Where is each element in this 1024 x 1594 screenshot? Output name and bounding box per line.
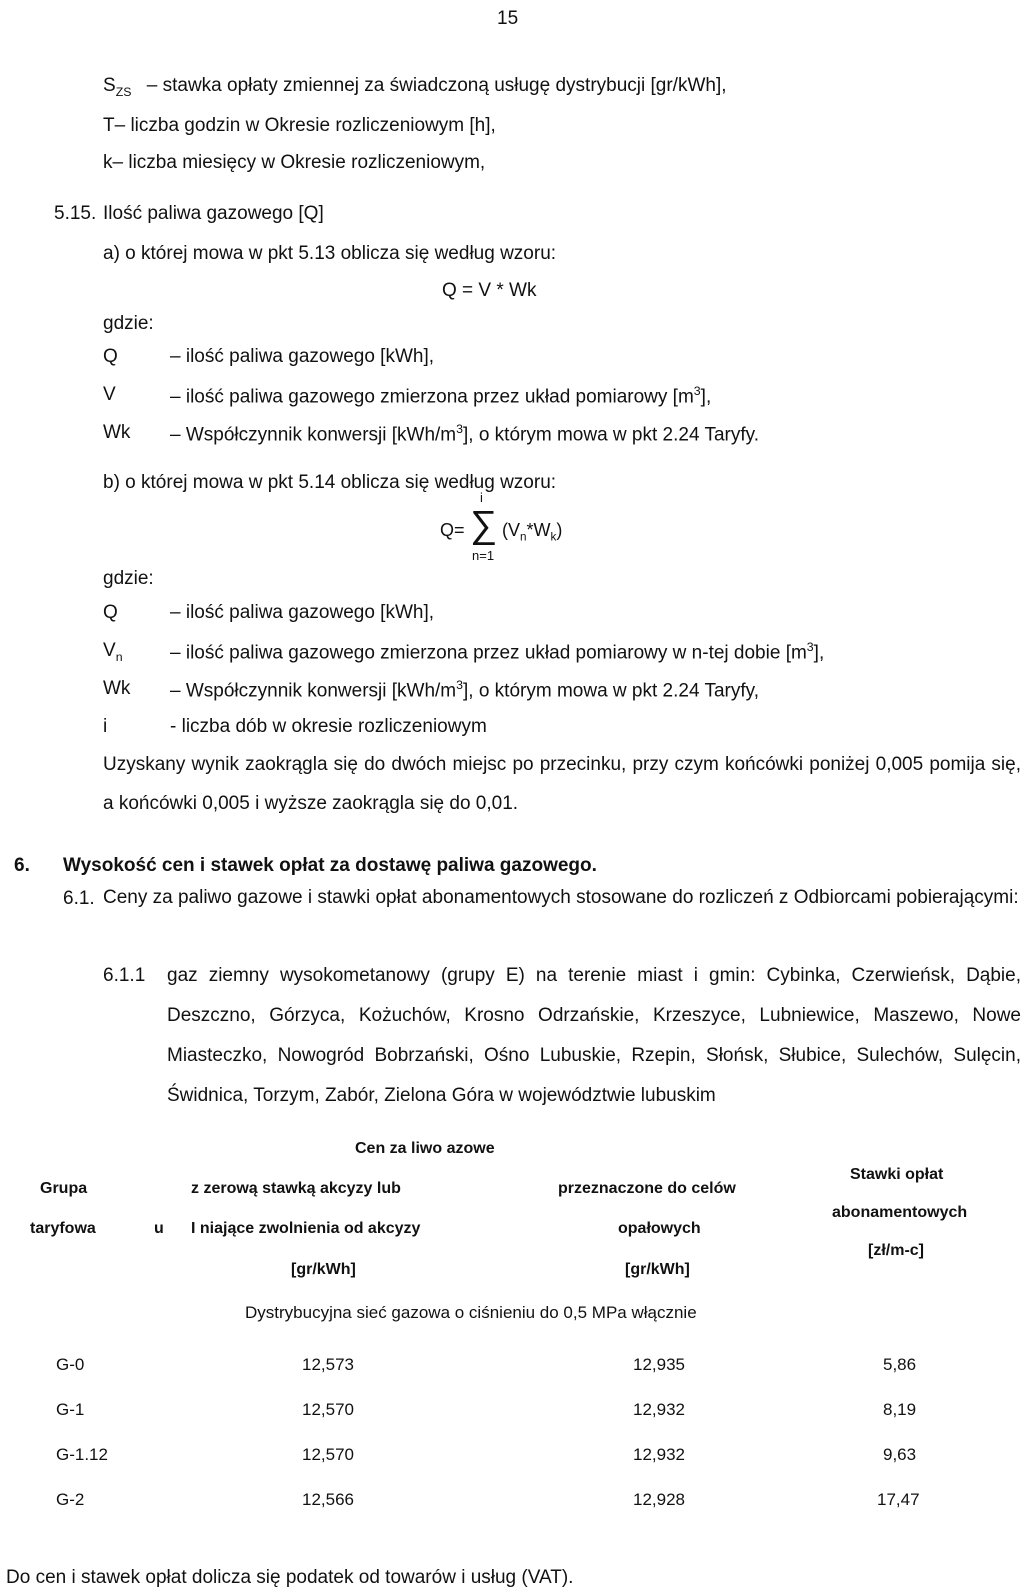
def-b-symbol: Q: [103, 602, 118, 623]
def-symbol: k: [103, 152, 113, 173]
def-b-desc: [170, 640, 824, 664]
gdzie-b: gdzie:: [103, 568, 154, 589]
section-6-title: Wysokość cen i stawek opłat za dostawę paliwa gazowego.: [63, 855, 597, 876]
cell-group: G-0: [56, 1355, 85, 1374]
def-b-tail: ], o którym mowa w pkt 2.24 Taryfy,: [463, 680, 760, 702]
cell-group: G-2: [56, 1490, 85, 1509]
section-6-1-text: Ceny za paliwo gazowe i stawki opłat abonamentowych stosowane do rozliczeń z Odbiorcami pobierającymi:: [103, 887, 1019, 908]
sum-body-mid: *W: [526, 520, 551, 540]
def-a-sup: 3: [456, 422, 463, 436]
cell-fee: 5,86: [883, 1355, 917, 1374]
col-header-heating-unit: [gr/kWh]: [625, 1261, 690, 1278]
cell-fee: 9,63: [883, 1445, 917, 1464]
def-symbol: S: [103, 75, 116, 96]
def-b-sym: V: [103, 640, 116, 661]
col-header-excise: I niające zwolnienia od akcyzy: [191, 1220, 421, 1237]
section-5-15-number: 5.15.: [54, 203, 97, 224]
def-b-sup: 3: [806, 640, 814, 654]
formula-b-lhs: Q=: [440, 520, 465, 540]
col-header-excise: z zerową stawką akcyzy lub: [191, 1180, 401, 1197]
section-6-number: 6.: [14, 855, 30, 876]
def-a-desc: – ilość paliwa gazowego [kWh],: [170, 346, 435, 367]
sum-body-open: (V: [502, 520, 520, 540]
def-a-text: – Współczynnik konwersji [kWh/m: [170, 424, 457, 446]
def-a-desc: [170, 384, 711, 408]
section-6-1-1-text: gaz ziemny wysokometanowy (grupy E) na terenie miast i gmin: Cybinka, Czerwieńsk, Dąbie, Deszczno, Górzyca, Kożuchów, Krosno Odrzańskie, Krzeszyce, Lubniewice, Maszewo, Nowe Miasteczko, Nowogród Bobrzański, Ośno Lubuskie, Rzepin, Słońsk, Słubice, Sulechów, Sulęcin, Świdnica, Torzym, Zabór, Zielona Góra w województwie lubuskim: [167, 965, 1021, 1106]
col-header-u: u: [154, 1220, 164, 1237]
col-header-fee-unit: [zł/m-c]: [868, 1242, 924, 1259]
rounding-paragraph: Uzyskany wynik zaokrągla się do dwóch miejsc po przecinku, przy czym końcówki poniżej 0,005 pomija się, a końcówki 0,005 i wyższe zaokrągla się do 0,01.: [103, 754, 1021, 814]
def-symbol-sub: ZS: [115, 84, 132, 99]
col-header-heating: przeznaczone do celów: [558, 1180, 736, 1197]
cell-fee: 17,47: [877, 1490, 920, 1509]
def-a-symbol: Wk: [103, 422, 131, 443]
def-symbol: T: [103, 115, 115, 136]
cell-heating: 12,932: [633, 1400, 685, 1419]
formula-a: Q = V * Wk: [442, 280, 537, 301]
col-header-group: Grupa: [40, 1180, 88, 1197]
def-desc: – stawka opłaty zmiennej za świadczoną usługę dystrybucji [gr/kWh],: [146, 75, 727, 96]
def-b-symbol: i: [103, 716, 108, 737]
tariff-table: [0, 1140, 1024, 1540]
cell-heating: 12,935: [633, 1355, 685, 1374]
def-b-desc: – ilość paliwa gazowego [kWh],: [170, 602, 435, 623]
cell-excise: 12,566: [302, 1490, 354, 1509]
section-6-1-1-number: 6.1.1: [103, 965, 146, 986]
def-a-desc: [170, 422, 759, 446]
sum-lower-limit: n=1: [472, 548, 495, 563]
vat-footer: Do cen i stawek opłat dolicza się podatek od towarów i usług (VAT).: [6, 1567, 574, 1588]
def-b-text: – ilość paliwa gazowego zmierzona przez układ pomiarowy w n-tej dobie [m: [170, 642, 807, 664]
page-number: 15: [497, 8, 519, 29]
def-b-sym-sub: n: [115, 649, 123, 664]
def-a-tail: ], o którym mowa w pkt 2.24 Taryfy.: [463, 424, 760, 446]
def-a-symbol: V: [103, 384, 116, 405]
cell-excise: 12,570: [302, 1400, 354, 1419]
network-label: Dystrybucyjna sieć gazowa o ciśnieniu do 0,5 MPa włącznie: [245, 1303, 697, 1322]
def-b-symbol: Wk: [103, 678, 131, 699]
def-a-symbol: Q: [103, 346, 118, 367]
table-header-top: Cen za liwo azowe: [355, 1140, 495, 1157]
sigma-icon: ∑: [470, 504, 498, 546]
sum-body-close: ): [556, 520, 563, 540]
def-b-text: – Współczynnik konwersji [kWh/m: [170, 680, 457, 702]
formula-b-intro: b) o której mowa w pkt 5.14 oblicza się według wzoru:: [103, 472, 557, 493]
sum-body-sub1: n: [520, 530, 527, 544]
col-header-heating: opałowych: [618, 1220, 701, 1237]
cell-fee: 8,19: [883, 1400, 917, 1419]
col-header-group: taryfowa: [30, 1220, 96, 1237]
def-a-text: – ilość paliwa gazowego zmierzona przez układ pomiarowy [m: [170, 386, 694, 408]
formula-a-intro: a) o której mowa w pkt 5.13 oblicza się według wzoru:: [103, 243, 557, 264]
col-header-excise-unit: [gr/kWh]: [291, 1261, 356, 1278]
section-6-1-number: 6.1.: [63, 888, 95, 909]
cell-group: G-1: [56, 1400, 85, 1419]
def-b-desc: [170, 678, 759, 702]
formula-b: [440, 488, 590, 568]
def-a-tail: ],: [700, 386, 712, 408]
cell-heating: 12,928: [633, 1490, 685, 1509]
sum-body: [502, 520, 562, 544]
col-header-fee: Stawki opłat: [850, 1166, 944, 1183]
sum-upper-limit: i: [480, 490, 483, 505]
def-desc: – liczba godzin w Okresie rozliczeniowym [h],: [114, 115, 496, 136]
def-a-sup: 3: [693, 384, 701, 398]
def-b-sup: 3: [456, 678, 463, 692]
gdzie-a: gdzie:: [103, 313, 154, 334]
col-header-fee: abonamentowych: [832, 1204, 968, 1221]
cell-group: G-1.12: [56, 1445, 108, 1464]
def-t: [103, 115, 496, 137]
def-desc: – liczba miesięcy w Okresie rozliczeniowym,: [112, 152, 486, 173]
def-szs: [103, 75, 727, 99]
def-b-tail: ],: [813, 642, 825, 664]
sum-body-sub2: k: [550, 530, 557, 544]
cell-excise: 12,570: [302, 1445, 354, 1464]
section-5-15-title: Ilość paliwa gazowego [Q]: [103, 203, 324, 224]
def-k: [103, 152, 485, 174]
def-b-desc: - liczba dób w okresie rozliczeniowym: [170, 716, 487, 737]
def-b-symbol: [103, 640, 123, 664]
cell-excise: 12,573: [302, 1355, 354, 1374]
cell-heating: 12,932: [633, 1445, 685, 1464]
